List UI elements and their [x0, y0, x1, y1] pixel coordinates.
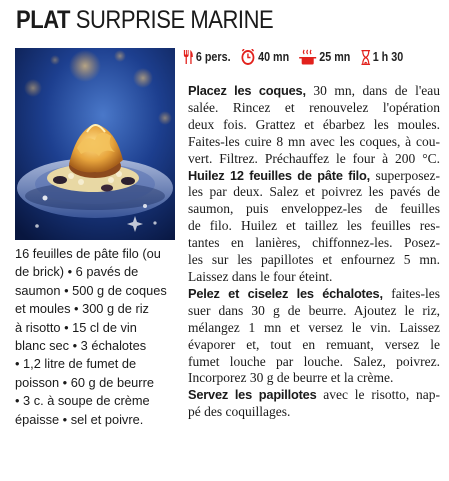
- step-text: Faites-les cuire 8 mn avec les coques, à cou-: [188, 133, 440, 149]
- title-course: PLAT: [16, 6, 71, 34]
- step-3: [188, 286, 440, 387]
- step-text: avec le risotto, nap-: [316, 387, 440, 403]
- prep-time: [241, 49, 289, 65]
- ingredient-line: 16 feuilles de pâte filo (ou: [15, 246, 161, 261]
- prep-time-value: 40 mn: [258, 50, 290, 64]
- ingredient-line: • 3 c. à soupe de crème: [15, 393, 150, 409]
- servings: [183, 50, 231, 64]
- ingredient-line: • 1,2 litre de fumet de: [15, 356, 137, 372]
- step-text: Incorporez 30 g de beurre et la crème.: [188, 370, 394, 386]
- ingredient-line: poisson • 60 g de beurre: [15, 374, 154, 390]
- step-4: [188, 387, 440, 421]
- servings-value: 6 pers.: [195, 50, 231, 64]
- title-dish-name: SURPRISE MARINE: [70, 6, 274, 34]
- step-text: les sur les papillotes et enfournez 5 mn.: [188, 252, 440, 268]
- step-text: vert. Filtrez. Préchauffez le four à 200 °C.: [188, 150, 440, 166]
- ingredient-line: à risotto • 15 cl de vin: [15, 319, 137, 335]
- step-text: 30 mn, dans de l'eau: [305, 83, 440, 98]
- step-1: [188, 83, 440, 168]
- step-text: superposez-: [370, 167, 440, 183]
- step-text: évaporer et, tout en remuant, versez le: [188, 336, 440, 352]
- step-2: [188, 168, 440, 286]
- step-lead: Huilez 12 feuilles de pâte filo,: [188, 167, 371, 183]
- total-time: [361, 50, 404, 65]
- hourglass-icon: [361, 50, 373, 65]
- recipe-title: [16, 6, 273, 34]
- utensils-icon: [183, 50, 196, 64]
- step-lead: Placez les coques,: [188, 83, 306, 98]
- ingredient-line: saumon • 500 g de coques: [15, 282, 167, 298]
- step-text: mélangez 1 mn et versez le vin. Laissez: [188, 319, 440, 335]
- cook-time: [299, 49, 350, 65]
- step-text: de filo. Huilez et taillez les feuilles res-: [188, 218, 440, 234]
- step-lead: Pelez et ciselez les échalotes,: [188, 285, 383, 301]
- step-text: Laissez dans le four éteint.: [188, 268, 333, 284]
- recipe-steps: [188, 83, 440, 421]
- ingredient-line: épaisse • sel et poivre.: [15, 411, 144, 427]
- step-text: les par deux. Salez et poivrez les pavés de: [188, 184, 440, 200]
- clock-icon: [241, 49, 258, 65]
- step-text: pé des coquillages.: [188, 404, 291, 420]
- ingredients-list: [15, 245, 175, 429]
- step-text: tantes en lanières, chiffonnez-les. Posez-: [188, 235, 440, 251]
- step-lead: Servez les papillotes: [188, 387, 317, 403]
- cooking-pot-icon: [299, 49, 319, 65]
- ingredient-line: blanc sec • 3 échalotes: [15, 338, 147, 354]
- ingredient-line: de brick) • 6 pavés de: [15, 264, 139, 280]
- cook-time-value: 25 mn: [319, 50, 351, 64]
- step-text: faites-les: [382, 285, 440, 301]
- step-text: deux fois. Grattez et ébarbez les moules.: [188, 116, 440, 132]
- step-text: salée. Rincez et renouvelez l'opération: [188, 99, 440, 115]
- total-time-value: 1 h 30: [372, 50, 404, 64]
- step-text: saumon, puis enveloppez-les de feuilles: [188, 201, 440, 217]
- recipe-meta-bar: [183, 47, 403, 67]
- ingredient-line: et moules • 300 g de riz: [15, 301, 149, 317]
- step-text: fumet louche par louche. Salez, poivrez.: [188, 353, 440, 369]
- step-text: suer dans 30 g de beurre. Ajoutez le riz,: [188, 302, 440, 318]
- dish-photo: [15, 48, 175, 240]
